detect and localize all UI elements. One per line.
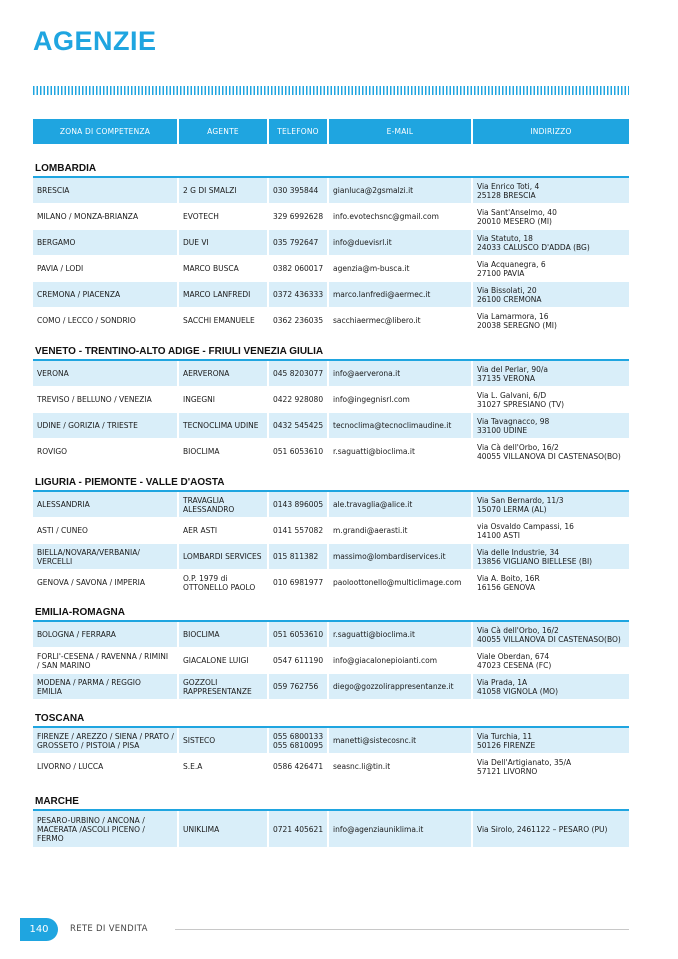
table-row	[33, 204, 629, 230]
table-row	[33, 518, 629, 544]
cell-agente: EVOTECH	[183, 212, 219, 221]
cell-indirizzo: Via Sirolo, 2461122 – PESARO (PU)	[473, 811, 629, 847]
cell-agente: LOMBARDI SERVICES	[179, 544, 267, 569]
cell-email[interactable]: paoloottonello@multiclimage.com	[333, 578, 462, 587]
cell-email[interactable]: r.saguatti@bioclima.it	[333, 447, 415, 456]
cell-agente: MARCO LANFREDI	[179, 282, 267, 307]
cell-telefono: 051 6053610	[269, 622, 327, 647]
cell-indirizzo: Via Lamarmora, 16 20038 SEREGNO (MI)	[477, 311, 557, 330]
cell-agente: INGEGNI	[183, 395, 216, 404]
table-row	[33, 544, 629, 570]
table-row	[33, 439, 629, 465]
cell-zona: LIVORNO / LUCCA	[37, 762, 104, 771]
cell-telefono: 0586 426471	[273, 762, 324, 771]
cell-agente: GOZZOLI RAPPRESENTANZE	[179, 674, 267, 699]
cell-zona: BERGAMO	[33, 230, 177, 255]
page-number: 140	[20, 918, 58, 941]
section	[33, 712, 629, 780]
table-row	[33, 256, 629, 282]
cell-zona: PAVIA / LODI	[37, 264, 84, 273]
cell-email[interactable]: m.grandi@aerasti.it	[333, 526, 408, 535]
section	[33, 476, 629, 596]
section-title: LOMBARDIA	[33, 162, 629, 178]
cell-indirizzo: Via Cà dell'Orbo, 16/2 40055 VILLANOVA DI CASTENASO(BO)	[473, 622, 629, 647]
cell-agente: UNIKLIMA	[179, 811, 267, 847]
section-title: LIGURIA - PIEMONTE - VALLE D'AOSTA	[33, 476, 629, 492]
cell-email[interactable]: gianluca@2gsmalzi.it	[329, 178, 471, 203]
section	[33, 162, 629, 334]
cell-zona: ROVIGO	[37, 447, 68, 456]
header-indirizzo: INDIRIZZO	[473, 119, 629, 144]
table-row	[33, 570, 629, 596]
dotted-divider	[33, 86, 629, 95]
cell-zona: BOLOGNA / FERRARA	[33, 622, 177, 647]
cell-agente: AERVERONA	[179, 361, 267, 386]
cell-email[interactable]: manetti@sistecosnc.it	[329, 728, 471, 753]
cell-telefono: 0372 436333	[269, 282, 327, 307]
cell-indirizzo: Via Prada, 1A 41058 VIGNOLA (MO)	[473, 674, 629, 699]
cell-email[interactable]: info@duevisrl.it	[329, 230, 471, 255]
header-telefono: TELEFONO	[269, 119, 327, 144]
page-title: AGENZIE	[33, 26, 157, 56]
footer-rule	[175, 929, 629, 930]
cell-telefono: 0422 928080	[273, 395, 324, 404]
table-row	[33, 282, 629, 308]
header-email: E-MAIL	[329, 119, 471, 144]
cell-zona: ALESSANDRIA	[33, 492, 177, 517]
section-title: TOSCANA	[33, 712, 629, 728]
cell-telefono: 0143 896005	[269, 492, 327, 517]
cell-zona: FIRENZE / AREZZO / SIENA / PRATO / GROSSETO / PISTOIA / PISA	[33, 728, 177, 753]
cell-telefono: 030 395844	[269, 178, 327, 203]
cell-agente: BIOCLIMA	[183, 447, 220, 456]
cell-zona: UDINE / GORIZIA / TRIESTE	[33, 413, 177, 438]
cell-telefono: 059 762756	[269, 674, 327, 699]
cell-zona: PESARO-URBINO / ANCONA / MACERATA /ASCOLI PICENO / FERMO	[33, 811, 177, 847]
cell-zona: BIELLA/NOVARA/VERBANIA/ VERCELLI	[33, 544, 177, 569]
table-row	[33, 728, 629, 754]
cell-agente: MARCO BUSCA	[183, 264, 239, 273]
cell-agente: 2 G DI SMALZI	[179, 178, 267, 203]
section-title: MARCHE	[33, 795, 629, 811]
table-row	[33, 648, 629, 674]
cell-email[interactable]: info@aerverona.it	[329, 361, 471, 386]
cell-indirizzo: Via Sant'Anselmo, 40 20010 MESERO (MI)	[477, 207, 557, 226]
cell-telefono: 0721 405621	[269, 811, 327, 847]
table-header	[33, 119, 629, 144]
cell-telefono: 0382 060017	[273, 264, 324, 273]
cell-zona: CREMONA / PIACENZA	[33, 282, 177, 307]
cell-email[interactable]: tecnoclima@tecnoclimaudine.it	[329, 413, 471, 438]
cell-zona: ASTI / CUNEO	[37, 526, 88, 535]
cell-telefono: 0547 611190	[273, 656, 324, 665]
table-row	[33, 308, 629, 334]
cell-telefono: 0141 557082	[273, 526, 324, 535]
table-row	[33, 230, 629, 256]
header-agente: AGENTE	[179, 119, 267, 144]
cell-agente: TRAVAGLIA ALESSANDRO	[179, 492, 267, 517]
cell-indirizzo: Via del Perlar, 90/a 37135 VERONA	[473, 361, 629, 386]
cell-telefono: 010 6981977	[273, 578, 324, 587]
cell-agente: S.E.A	[183, 762, 203, 771]
cell-indirizzo: Via Tavagnacco, 98 33100 UDINE	[473, 413, 629, 438]
table-row	[33, 674, 629, 700]
cell-zona: COMO / LECCO / SONDRIO	[37, 316, 136, 325]
cell-agente: SACCHI EMANUELE	[183, 316, 255, 325]
cell-indirizzo: Via L. Galvani, 6/D 31027 SPRESIANO (TV)	[477, 390, 565, 409]
table-row	[33, 811, 629, 848]
cell-telefono: 0362 236035	[273, 316, 324, 325]
cell-zona: VERONA	[33, 361, 177, 386]
cell-agente: SISTECO	[179, 728, 267, 753]
cell-email[interactable]: agenzia@m-busca.it	[333, 264, 410, 273]
cell-indirizzo: Via Cà dell'Orbo, 16/2 40055 VILLANOVA DI CASTENASO(BO)	[477, 442, 621, 461]
cell-zona: BRESCIA	[33, 178, 177, 203]
cell-email[interactable]: info.evotechsnc@gmail.com	[333, 212, 439, 221]
cell-telefono: 035 792647	[269, 230, 327, 255]
cell-telefono: 051 6053610	[273, 447, 324, 456]
cell-agente: DUE VI	[179, 230, 267, 255]
table-row	[33, 413, 629, 439]
table-row	[33, 178, 629, 204]
cell-zona: MILANO / MONZA-BRIANZA	[37, 212, 139, 221]
section	[33, 345, 629, 465]
cell-agente: AER ASTI	[183, 526, 218, 535]
cell-agente: O.P. 1979 di OTTONELLO PAOLO	[183, 573, 256, 592]
table-row	[33, 622, 629, 648]
cell-zona: TREVISO / BELLUNO / VENEZIA	[37, 395, 152, 404]
cell-indirizzo: Via Bissolati, 20 26100 CREMONA	[473, 282, 629, 307]
section	[33, 606, 629, 700]
header-zona: ZONA DI COMPETENZA	[33, 119, 177, 144]
cell-agente: TECNOCLIMA UDINE	[179, 413, 267, 438]
cell-email[interactable]: massimo@lombardiservices.it	[329, 544, 471, 569]
cell-zona: MODENA / PARMA / REGGIO EMILIA	[33, 674, 177, 699]
cell-telefono: 0432 545425	[269, 413, 327, 438]
cell-telefono: 055 6800133 055 6810095	[269, 728, 327, 753]
cell-zona: GENOVA / SAVONA / IMPERIA	[37, 578, 145, 587]
cell-indirizzo: Via Statuto, 18 24033 CALUSCO D'ADDA (BG)	[473, 230, 629, 255]
cell-indirizzo: Via A. Boito, 16R 16156 GENOVA	[477, 573, 540, 592]
cell-email[interactable]: diego@gozzolirappresentanze.it	[329, 674, 471, 699]
cell-zona: FORLI'-CESENA / RAVENNA / RIMINI / SAN MARINO	[37, 651, 169, 670]
cell-email[interactable]: r.saguatti@bioclima.it	[329, 622, 471, 647]
cell-email[interactable]: info@ingegnisrl.com	[333, 395, 410, 404]
cell-telefono: 329 6992628	[273, 212, 324, 221]
cell-email[interactable]: ale.travaglia@alice.it	[329, 492, 471, 517]
section-title: EMILIA-ROMAGNA	[33, 606, 629, 622]
cell-email[interactable]: info@giacalonepioianti.com	[333, 656, 438, 665]
cell-email[interactable]: marco.lanfredi@aermec.it	[329, 282, 471, 307]
cell-indirizzo: Via San Bernardo, 11/3 15070 LERMA (AL)	[473, 492, 629, 517]
section	[33, 795, 629, 848]
table-row	[33, 387, 629, 413]
cell-indirizzo: Via Acquanegra, 6 27100 PAVIA	[477, 259, 546, 278]
cell-telefono: 015 811382	[269, 544, 327, 569]
table-row	[33, 492, 629, 518]
cell-agente: BIOCLIMA	[179, 622, 267, 647]
cell-indirizzo: Via Dell'Artigianato, 35/A 57121 LIVORNO	[477, 757, 572, 776]
cell-email[interactable]: seasnc.li@tin.it	[333, 762, 391, 771]
cell-email[interactable]: info@agenziauniklima.it	[329, 811, 471, 847]
cell-agente: GIACALONE LUIGI	[183, 656, 249, 665]
section-title: VENETO - TRENTINO-ALTO ADIGE - FRIULI VENEZIA GIULIA	[33, 345, 629, 361]
cell-indirizzo: Viale Oberdan, 674 47023 CESENA (FC)	[477, 651, 552, 670]
cell-indirizzo: Via Turchia, 11 50126 FIRENZE	[473, 728, 629, 753]
table-row	[33, 361, 629, 387]
cell-indirizzo: via Osvaldo Campassi, 16 14100 ASTI	[477, 521, 574, 540]
cell-indirizzo: Via delle Industrie, 34 13856 VIGLIANO BIELLESE (BI)	[473, 544, 629, 569]
cell-indirizzo: Via Enrico Toti, 4 25128 BRESCIA	[473, 178, 629, 203]
cell-email[interactable]: sacchiaermec@libero.it	[333, 316, 421, 325]
table-row	[33, 754, 629, 780]
footer-label: RETE DI VENDITA	[70, 924, 148, 934]
cell-telefono: 045 8203077	[269, 361, 327, 386]
